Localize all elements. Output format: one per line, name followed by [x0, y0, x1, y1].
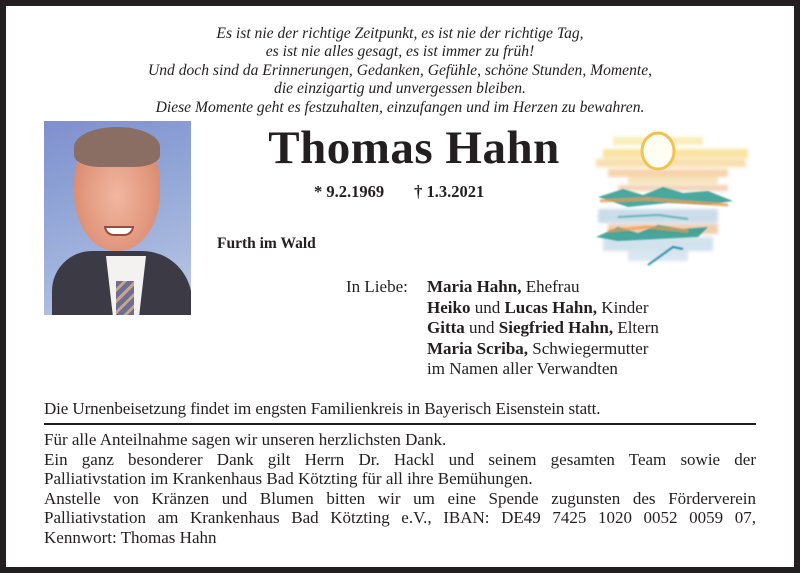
mourner-relation: Eltern — [613, 318, 659, 338]
mourner-entry — [427, 359, 659, 380]
mourner-name: Maria Scriba, — [427, 338, 529, 358]
mourners-label: In Liebe: — [346, 277, 408, 296]
life-dates — [314, 182, 484, 202]
mourner-name: Lucas Hahn, — [504, 297, 598, 317]
mourner-relation: Schwiegermutter — [528, 338, 649, 358]
thanks-line: Für alle Anteilnahme sagen wir unseren herzlichsten Dank. — [44, 430, 447, 449]
poem-line: die einzigartig und unvergessen bleiben. — [274, 80, 526, 98]
poem-line: Es ist nie der richtige Zeitpunkt, es ist nie der richtige Tag, — [216, 25, 584, 42]
mourner-entry — [427, 298, 659, 319]
watercolor-sunset-artwork — [588, 119, 760, 269]
deceased-name: Thomas Hahn — [268, 122, 560, 174]
death-date: † 1.3.2021 — [414, 182, 485, 201]
mourner-entry — [427, 318, 659, 339]
mourner-entry — [427, 339, 659, 360]
mourner-entry — [427, 277, 659, 298]
thanks-line: Ein ganz besonderer Dank gilt Herrn Dr. Hackl und seinem gesamten Team sowie der — [44, 449, 756, 469]
poem-line: es ist nie alles gesagt, es ist immer zu früh! — [265, 43, 535, 61]
portrait-hair — [74, 127, 160, 167]
donation-line: Anstelle von Kränzen und Blumen bitten wir um eine Spende zugunsten des Förderverein — [44, 488, 756, 508]
memorial-poem — [6, 25, 794, 117]
mourner-conjunction: und — [464, 318, 499, 338]
burial-notice: Die Urnenbeisetzung findet im engsten Familienkreis in Bayerisch Eisenstein statt. — [44, 399, 601, 418]
portrait-tie — [116, 281, 134, 315]
mourner-name: Heiko — [427, 297, 471, 317]
donation-keyword-line: Kennwort: Thomas Hahn — [44, 527, 217, 547]
mourner-closing: im Namen aller Verwandten — [427, 359, 618, 379]
poem-line: Diese Momente geht es festzuhalten, einzufangen und im Herzen zu bewahren. — [155, 98, 645, 116]
mourner-relation: Kinder — [597, 297, 649, 317]
mourner-name: Maria Hahn, — [427, 277, 522, 296]
divider-rule — [44, 423, 756, 425]
hometown: Furth im Wald — [217, 235, 316, 252]
mourner-conjunction: und — [470, 297, 505, 317]
mourner-name: Siegfried Hahn, — [498, 318, 614, 338]
obituary-notice — [6, 6, 794, 567]
mourners-list — [427, 277, 659, 380]
portrait-photo — [44, 121, 191, 315]
birth-date: * 9.2.1969 — [314, 182, 385, 201]
thanks-line: Palliativstation im Krankenhaus Bad Kötzting für all ihre Bemühungen. — [44, 469, 533, 488]
mourner-relation: Ehefrau — [521, 277, 580, 296]
poem-line: Und doch sind da Erinnerungen, Gedanken, Gefühle, schöne Stunden, Momente, — [147, 61, 653, 79]
mourner-name: Gitta — [427, 318, 465, 338]
donation-iban-line: Palliativstation am Krankenhaus Bad Kötzting e.V., IBAN: DE49 7425 1020 0052 0059 07, — [44, 508, 756, 527]
thanks-section — [44, 430, 756, 547]
